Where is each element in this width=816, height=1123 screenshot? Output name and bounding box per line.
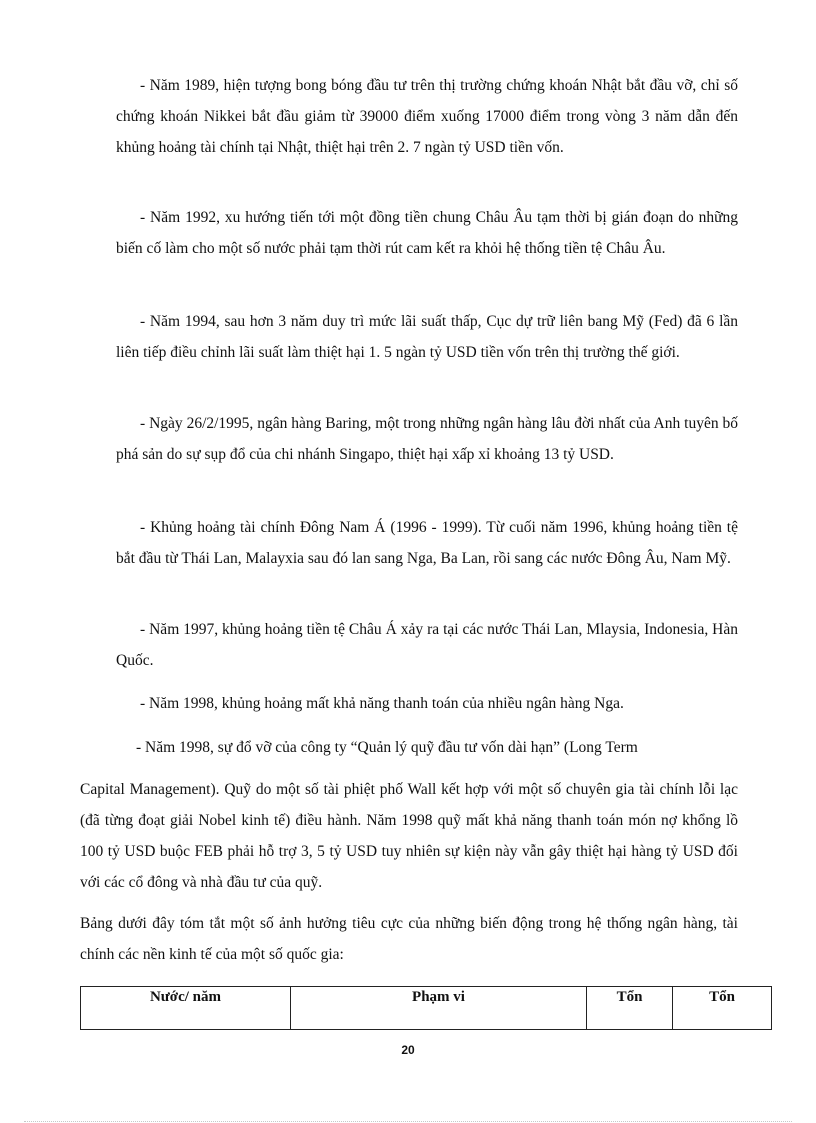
paragraph-1989 [116, 70, 738, 163]
paragraph-1994 [116, 306, 738, 368]
paragraph-text: - Khủng hoảng tài chính Đông Nam Á (1996 - 1999). Từ cuối năm 1996, khủng hoảng tiền tệ bắt đầu từ Thái Lan, Malayxia sau đó lan sang Nga, Ba Lan, rồi sang các nước Đông Âu, Nam Mỹ. [116, 519, 738, 567]
paragraph-text: Bảng dưới đây tóm tắt một số ảnh hưởng tiêu cực của những biến động trong hệ thống ngân hàng, tài chính các nền kinh tế của một số quốc gia: [80, 915, 738, 963]
paragraph-text: - Ngày 26/2/1995, ngân hàng Baring, một trong những ngân hàng lâu đời nhất của Anh tuyên bố phá sản do sự sụp đổ của chi nhánh Singapo, thiệt hại xấp xỉ khoảng 13 tỷ USD. [116, 415, 738, 463]
paragraph-1995 [116, 408, 738, 470]
table-header-row [81, 987, 772, 1030]
paragraph-1992 [116, 202, 738, 264]
paragraph-1998-ltcm-start [116, 732, 738, 763]
paragraph-text: - Năm 1997, khủng hoảng tiền tệ Châu Á xảy ra tại các nước Thái Lan, Mlaysia, Indonesia, Hàn Quốc. [116, 621, 738, 669]
paragraph-text: - Năm 1992, xu hướng tiến tới một đồng tiền chung Châu Âu tạm thời bị gián đoạn do những biến cố làm cho một số nước phải tạm thời rút cam kết ra khỏi hệ thống tiền tệ Châu Âu. [116, 209, 738, 257]
page-number: 20 [401, 1043, 415, 1057]
paragraph-1998-ltcm-cont [80, 774, 738, 898]
header-country-year: Nước/ năm [81, 987, 291, 1030]
paragraph-1998-russia [116, 688, 738, 719]
header-scope: Phạm vi [291, 987, 587, 1030]
paragraph-text: - Năm 1998, khủng hoảng mất khả năng thanh toán của nhiều ngân hàng Nga. [140, 695, 624, 712]
paragraph-1996 [116, 512, 738, 574]
paragraph-text: - Năm 1989, hiện tượng bong bóng đầu tư trên thị trường chứng khoán Nhật bắt đầu vỡ, chỉ số chứng khoán Nikkei bắt đầu giảm từ 39000 điểm xuống 17000 điểm trong vòng 3 năm dẫn đến khủng hoảng tài chính tại Nhật, thiệt hại trên 2. 7 ngàn tỷ USD tiền vốn. [116, 77, 738, 156]
paragraph-1997 [116, 614, 738, 676]
paragraph-text: Capital Management). Quỹ do một số tài phiệt phố Wall kết hợp với một số chuyên gia tài chính lỗi lạc (đã từng đoạt giải Nobel kinh tế) điều hành. Năm 1998 quỹ mất khả năng thanh toán món nợ khổng lồ 100 tỷ USD buộc FEB phải hỗ trợ 3, 5 tỷ USD tuy nhiên sự kiện này vẫn gây thiệt hại hàng tỷ USD đối với các cổ đông và nhà đầu tư của quỹ. [80, 781, 738, 891]
table-intro-paragraph [80, 908, 738, 970]
impact-table [80, 986, 772, 1030]
paragraph-text: - Năm 1998, sự đổ vỡ của công ty “Quản lý quỹ đầu tư vốn dài hạn” (Long Term [136, 739, 638, 756]
paragraph-text: - Năm 1994, sau hơn 3 năm duy trì mức lãi suất thấp, Cục dự trữ liên bang Mỹ (Fed) đã 6 lần liên tiếp điều chỉnh lãi suất làm thiệt hại 1. 5 ngàn tỷ USD tiền vốn trên thị trường thế giới. [116, 313, 738, 361]
header-loss-1: Tổn [587, 987, 673, 1030]
header-loss-2: Tổn [673, 987, 772, 1030]
page-bottom-divider [24, 1121, 792, 1122]
